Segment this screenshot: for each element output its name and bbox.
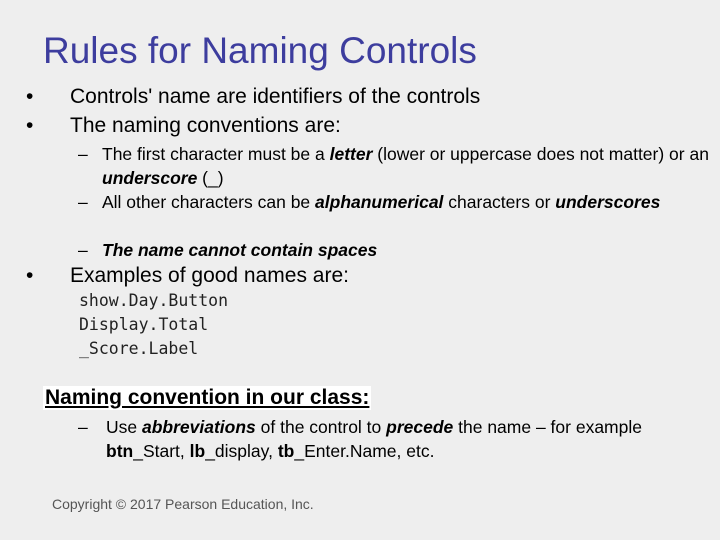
rule-text: All other characters can be [102,192,316,212]
rule-text: Use [106,417,142,437]
rule-other-characters [78,190,712,214]
prefix-lb: lb [189,441,206,461]
rule-text: The first character must be a [102,144,330,164]
example-name: _Score.Label [79,339,199,358]
rule-emphasis-underscore: underscore [102,168,198,188]
rule-text: of the control to [255,417,387,437]
bullet-text: The naming conventions are: [70,114,341,137]
rule-text: (_) [197,168,224,188]
class-convention-rule [78,415,706,463]
bullet-marker: • [26,85,34,108]
rule-emphasis-alphanumerical: alphanumerical [315,192,444,212]
rule-first-character [78,142,712,190]
dash-marker: – [78,417,88,437]
dash-marker: – [78,192,88,212]
rule-text: the name – for example [453,417,642,437]
bullet-marker: • [26,264,34,287]
rule-emphasis-no-spaces: The name cannot contain spaces [102,240,378,260]
rule-text: characters or [443,192,556,212]
bullet-marker: • [26,114,34,137]
bullet-examples [26,264,349,288]
bullet-conventions [26,114,341,138]
bullet-identifiers [26,85,480,109]
rule-text: _display, [205,441,278,461]
rule-text: (lower or uppercase does not matter) or an [372,144,709,164]
prefix-btn: btn [106,441,134,461]
dash-marker: – [78,144,88,164]
emphasis-abbreviations: abbreviations [141,417,256,437]
copyright-notice: Copyright © 2017 Pearson Education, Inc. [52,496,314,512]
bullet-text: Examples of good names are: [70,264,349,287]
slide-title: Rules for Naming Controls [43,30,477,71]
bullet-text: Controls' name are identifiers of the controls [70,85,481,108]
example-name: Display.Total [79,315,209,334]
class-convention-heading: Naming convention in our class: [45,386,370,409]
dash-marker: – [78,240,88,260]
rule-emphasis-underscores: underscores [555,192,661,212]
emphasis-precede: precede [386,417,454,437]
rule-text: _Enter.Name, etc. [294,441,435,461]
rule-text: _Start, [133,441,190,461]
rule-emphasis-letter: letter [329,144,373,164]
prefix-tb: tb [277,441,295,461]
rule-no-spaces [78,238,712,262]
example-name: show.Day.Button [79,291,229,310]
